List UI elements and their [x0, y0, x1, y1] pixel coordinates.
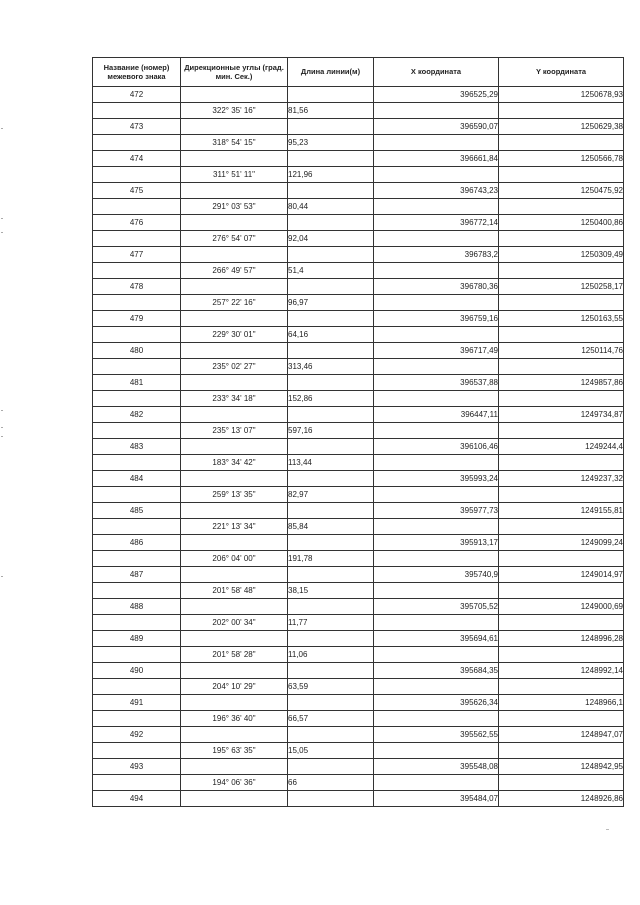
- direction-angle-cell: 322° 35' 16": [181, 103, 288, 119]
- y-coordinate-cell: 1249099,24: [499, 535, 624, 551]
- empty-cell: [288, 375, 374, 391]
- empty-cell: [374, 551, 499, 567]
- empty-cell: [181, 567, 288, 583]
- line-length-cell: 66,57: [288, 711, 374, 727]
- empty-cell: [181, 247, 288, 263]
- y-coordinate-cell: 1250566,78: [499, 151, 624, 167]
- direction-angle-cell: 291° 03' 53": [181, 199, 288, 215]
- empty-cell: [93, 711, 181, 727]
- direction-angle-cell: 311° 51' 11": [181, 167, 288, 183]
- segment-row: [93, 423, 624, 439]
- x-coordinate-cell: 396525,29: [374, 87, 499, 103]
- header-x-coordinate: X координата: [374, 58, 499, 87]
- empty-cell: [93, 423, 181, 439]
- x-coordinate-cell: 396780,36: [374, 279, 499, 295]
- empty-cell: [499, 519, 624, 535]
- x-coordinate-cell: 395705,52: [374, 599, 499, 615]
- line-length-cell: 38,15: [288, 583, 374, 599]
- empty-cell: [93, 519, 181, 535]
- x-coordinate-cell: 396743,23: [374, 183, 499, 199]
- empty-cell: [181, 599, 288, 615]
- empty-cell: [374, 487, 499, 503]
- empty-cell: [499, 231, 624, 247]
- empty-cell: [288, 439, 374, 455]
- empty-cell: [374, 583, 499, 599]
- empty-cell: [93, 103, 181, 119]
- direction-angle-cell: 183° 34' 42": [181, 455, 288, 471]
- header-y-coordinate: Y координата: [499, 58, 624, 87]
- segment-row: [93, 231, 624, 247]
- direction-angle-cell: 206° 04' 00": [181, 551, 288, 567]
- empty-cell: [181, 791, 288, 807]
- empty-cell: [374, 231, 499, 247]
- empty-cell: [499, 295, 624, 311]
- empty-cell: [181, 375, 288, 391]
- line-length-cell: 152,86: [288, 391, 374, 407]
- empty-cell: [93, 487, 181, 503]
- direction-angle-cell: 318° 54' 15": [181, 135, 288, 151]
- empty-cell: [93, 327, 181, 343]
- empty-cell: [499, 743, 624, 759]
- empty-cell: [93, 775, 181, 791]
- point-row: [93, 599, 624, 615]
- x-coordinate-cell: 396590,07: [374, 119, 499, 135]
- empty-cell: [288, 567, 374, 583]
- line-length-cell: 64,16: [288, 327, 374, 343]
- empty-cell: [181, 439, 288, 455]
- segment-row: [93, 679, 624, 695]
- line-length-cell: 81,56: [288, 103, 374, 119]
- margin-mark: [1, 427, 3, 428]
- empty-cell: [181, 279, 288, 295]
- y-coordinate-cell: 1250114,76: [499, 343, 624, 359]
- empty-cell: [499, 359, 624, 375]
- y-coordinate-cell: 1250475,92: [499, 183, 624, 199]
- point-name-cell: 484: [93, 471, 181, 487]
- point-row: [93, 631, 624, 647]
- empty-cell: [374, 519, 499, 535]
- direction-angle-cell: 266° 49' 57": [181, 263, 288, 279]
- point-row: [93, 183, 624, 199]
- empty-cell: [288, 759, 374, 775]
- direction-angle-cell: 257° 22' 16": [181, 295, 288, 311]
- y-coordinate-cell: 1249014,97: [499, 567, 624, 583]
- empty-cell: [374, 647, 499, 663]
- empty-cell: [374, 135, 499, 151]
- y-coordinate-cell: 1248992,14: [499, 663, 624, 679]
- x-coordinate-cell: 395913,17: [374, 535, 499, 551]
- empty-cell: [374, 775, 499, 791]
- y-coordinate-cell: 1249857,86: [499, 375, 624, 391]
- y-coordinate-cell: 1249244,4: [499, 439, 624, 455]
- empty-cell: [93, 231, 181, 247]
- point-row: [93, 279, 624, 295]
- segment-row: [93, 295, 624, 311]
- direction-angle-cell: 235° 13' 07": [181, 423, 288, 439]
- point-row: [93, 535, 624, 551]
- point-name-cell: 487: [93, 567, 181, 583]
- point-row: [93, 311, 624, 327]
- empty-cell: [374, 263, 499, 279]
- x-coordinate-cell: 395484,07: [374, 791, 499, 807]
- empty-cell: [93, 455, 181, 471]
- empty-cell: [93, 135, 181, 151]
- point-name-cell: 491: [93, 695, 181, 711]
- empty-cell: [499, 455, 624, 471]
- empty-cell: [93, 679, 181, 695]
- empty-cell: [499, 647, 624, 663]
- empty-cell: [93, 199, 181, 215]
- point-row: [93, 151, 624, 167]
- line-length-cell: 597,16: [288, 423, 374, 439]
- segment-row: [93, 263, 624, 279]
- x-coordinate-cell: 396772,14: [374, 215, 499, 231]
- empty-cell: [499, 551, 624, 567]
- margin-mark: [1, 232, 3, 233]
- empty-cell: [288, 471, 374, 487]
- empty-cell: [93, 647, 181, 663]
- empty-cell: [288, 279, 374, 295]
- direction-angle-cell: 229° 30' 01": [181, 327, 288, 343]
- empty-cell: [288, 311, 374, 327]
- segment-row: [93, 615, 624, 631]
- point-name-cell: 485: [93, 503, 181, 519]
- empty-cell: [499, 135, 624, 151]
- line-length-cell: 82,97: [288, 487, 374, 503]
- empty-cell: [499, 583, 624, 599]
- point-name-cell: 472: [93, 87, 181, 103]
- x-coordinate-cell: 395977,73: [374, 503, 499, 519]
- line-length-cell: 63,59: [288, 679, 374, 695]
- direction-angle-cell: 221° 13' 34": [181, 519, 288, 535]
- segment-row: [93, 327, 624, 343]
- empty-cell: [374, 743, 499, 759]
- direction-angle-cell: 235° 02' 27": [181, 359, 288, 375]
- x-coordinate-cell: 396661,84: [374, 151, 499, 167]
- empty-cell: [181, 631, 288, 647]
- point-row: [93, 343, 624, 359]
- direction-angle-cell: 276° 54' 07": [181, 231, 288, 247]
- empty-cell: [374, 359, 499, 375]
- margin-mark: [1, 218, 3, 219]
- empty-cell: [288, 727, 374, 743]
- segment-row: [93, 359, 624, 375]
- empty-cell: [499, 615, 624, 631]
- empty-cell: [499, 327, 624, 343]
- empty-cell: [181, 215, 288, 231]
- point-row: [93, 567, 624, 583]
- point-name-cell: 480: [93, 343, 181, 359]
- x-coordinate-cell: 395626,34: [374, 695, 499, 711]
- direction-angle-cell: 194° 06' 36": [181, 775, 288, 791]
- line-length-cell: 313,46: [288, 359, 374, 375]
- line-length-cell: 11,77: [288, 615, 374, 631]
- segment-row: [93, 455, 624, 471]
- margin-mark: [1, 576, 3, 577]
- empty-cell: [288, 599, 374, 615]
- empty-cell: [288, 343, 374, 359]
- line-length-cell: 92,04: [288, 231, 374, 247]
- empty-cell: [374, 295, 499, 311]
- point-row: [93, 119, 624, 135]
- line-length-cell: 11,06: [288, 647, 374, 663]
- x-coordinate-cell: 396537,88: [374, 375, 499, 391]
- line-length-cell: 85,84: [288, 519, 374, 535]
- y-coordinate-cell: 1250309,49: [499, 247, 624, 263]
- point-name-cell: 479: [93, 311, 181, 327]
- empty-cell: [181, 503, 288, 519]
- header-point-name: Название (номер) межевого знака: [93, 58, 181, 87]
- line-length-cell: 113,44: [288, 455, 374, 471]
- empty-cell: [288, 215, 374, 231]
- segment-row: [93, 711, 624, 727]
- empty-cell: [499, 679, 624, 695]
- y-coordinate-cell: 1250163,55: [499, 311, 624, 327]
- point-name-cell: 492: [93, 727, 181, 743]
- point-name-cell: 483: [93, 439, 181, 455]
- y-coordinate-cell: 1250629,38: [499, 119, 624, 135]
- segment-row: [93, 519, 624, 535]
- point-row: [93, 791, 624, 807]
- line-length-cell: 191,78: [288, 551, 374, 567]
- segment-row: [93, 167, 624, 183]
- empty-cell: [93, 359, 181, 375]
- y-coordinate-cell: 1248942,95: [499, 759, 624, 775]
- empty-cell: [181, 87, 288, 103]
- empty-cell: [181, 695, 288, 711]
- y-coordinate-cell: 1250400,86: [499, 215, 624, 231]
- empty-cell: [288, 87, 374, 103]
- empty-cell: [288, 407, 374, 423]
- y-coordinate-cell: 1249734,87: [499, 407, 624, 423]
- segment-row: [93, 743, 624, 759]
- line-length-cell: 66: [288, 775, 374, 791]
- y-coordinate-cell: 1248996,28: [499, 631, 624, 647]
- point-name-cell: 490: [93, 663, 181, 679]
- x-coordinate-cell: 395684,35: [374, 663, 499, 679]
- line-length-cell: 121,96: [288, 167, 374, 183]
- margin-mark: [1, 436, 3, 437]
- point-name-cell: 476: [93, 215, 181, 231]
- margin-mark: [1, 410, 3, 411]
- segment-row: [93, 487, 624, 503]
- point-row: [93, 759, 624, 775]
- header-line-length: Длина линии(м): [288, 58, 374, 87]
- empty-cell: [288, 663, 374, 679]
- empty-cell: [93, 263, 181, 279]
- empty-cell: [499, 103, 624, 119]
- point-name-cell: 494: [93, 791, 181, 807]
- empty-cell: [374, 391, 499, 407]
- x-coordinate-cell: 395562,55: [374, 727, 499, 743]
- point-name-cell: 482: [93, 407, 181, 423]
- empty-cell: [288, 151, 374, 167]
- direction-angle-cell: 201° 58' 48": [181, 583, 288, 599]
- x-coordinate-cell: 396759,16: [374, 311, 499, 327]
- point-name-cell: 473: [93, 119, 181, 135]
- empty-cell: [181, 727, 288, 743]
- x-coordinate-cell: 396106,46: [374, 439, 499, 455]
- point-row: [93, 695, 624, 711]
- point-name-cell: 477: [93, 247, 181, 263]
- empty-cell: [181, 151, 288, 167]
- empty-cell: [181, 343, 288, 359]
- header-direction-angle: Дирекционные углы (град. мин. Сек.): [181, 58, 288, 87]
- empty-cell: [499, 711, 624, 727]
- x-coordinate-cell: 395740,9: [374, 567, 499, 583]
- y-coordinate-cell: 1248947,07: [499, 727, 624, 743]
- line-length-cell: 95,23: [288, 135, 374, 151]
- segment-row: [93, 135, 624, 151]
- empty-cell: [374, 679, 499, 695]
- empty-cell: [93, 615, 181, 631]
- segment-row: [93, 647, 624, 663]
- corner-mark: [606, 829, 609, 830]
- y-coordinate-cell: 1250258,17: [499, 279, 624, 295]
- empty-cell: [374, 711, 499, 727]
- direction-angle-cell: 201° 58' 28": [181, 647, 288, 663]
- empty-cell: [93, 167, 181, 183]
- point-row: [93, 375, 624, 391]
- empty-cell: [181, 119, 288, 135]
- point-row: [93, 215, 624, 231]
- point-name-cell: 475: [93, 183, 181, 199]
- empty-cell: [374, 455, 499, 471]
- empty-cell: [499, 487, 624, 503]
- x-coordinate-cell: 396783,2: [374, 247, 499, 263]
- line-length-cell: 96,97: [288, 295, 374, 311]
- direction-angle-cell: 195° 63' 35": [181, 743, 288, 759]
- empty-cell: [374, 423, 499, 439]
- x-coordinate-cell: 395694,61: [374, 631, 499, 647]
- empty-cell: [93, 391, 181, 407]
- segment-row: [93, 583, 624, 599]
- y-coordinate-cell: 1248966,1: [499, 695, 624, 711]
- segment-row: [93, 199, 624, 215]
- table-body: [93, 87, 624, 807]
- x-coordinate-cell: 396447,11: [374, 407, 499, 423]
- point-name-cell: 474: [93, 151, 181, 167]
- margin-mark: [1, 128, 3, 129]
- point-row: [93, 503, 624, 519]
- x-coordinate-cell: 396717,49: [374, 343, 499, 359]
- segment-row: [93, 775, 624, 791]
- line-length-cell: 51,4: [288, 263, 374, 279]
- y-coordinate-cell: 1250678,93: [499, 87, 624, 103]
- y-coordinate-cell: 1249155,81: [499, 503, 624, 519]
- point-name-cell: 493: [93, 759, 181, 775]
- empty-cell: [181, 311, 288, 327]
- x-coordinate-cell: 395548,08: [374, 759, 499, 775]
- coordinates-table: [92, 57, 624, 807]
- empty-cell: [93, 743, 181, 759]
- point-name-cell: 486: [93, 535, 181, 551]
- empty-cell: [374, 615, 499, 631]
- empty-cell: [288, 535, 374, 551]
- direction-angle-cell: 233° 34' 18": [181, 391, 288, 407]
- empty-cell: [288, 695, 374, 711]
- empty-cell: [288, 503, 374, 519]
- empty-cell: [93, 551, 181, 567]
- point-row: [93, 407, 624, 423]
- empty-cell: [93, 295, 181, 311]
- empty-cell: [374, 199, 499, 215]
- point-name-cell: 478: [93, 279, 181, 295]
- empty-cell: [499, 263, 624, 279]
- line-length-cell: 80,44: [288, 199, 374, 215]
- empty-cell: [181, 471, 288, 487]
- empty-cell: [288, 119, 374, 135]
- empty-cell: [499, 199, 624, 215]
- segment-row: [93, 391, 624, 407]
- empty-cell: [499, 391, 624, 407]
- empty-cell: [288, 247, 374, 263]
- point-row: [93, 87, 624, 103]
- empty-cell: [288, 631, 374, 647]
- empty-cell: [374, 167, 499, 183]
- empty-cell: [374, 327, 499, 343]
- empty-cell: [181, 759, 288, 775]
- empty-cell: [374, 103, 499, 119]
- direction-angle-cell: 259° 13' 35": [181, 487, 288, 503]
- empty-cell: [181, 183, 288, 199]
- y-coordinate-cell: 1249237,32: [499, 471, 624, 487]
- direction-angle-cell: 204° 10' 29": [181, 679, 288, 695]
- point-name-cell: 481: [93, 375, 181, 391]
- table-header-row: [93, 58, 624, 87]
- segment-row: [93, 103, 624, 119]
- empty-cell: [181, 407, 288, 423]
- segment-row: [93, 551, 624, 567]
- y-coordinate-cell: 1248926,86: [499, 791, 624, 807]
- empty-cell: [499, 423, 624, 439]
- point-row: [93, 663, 624, 679]
- point-row: [93, 439, 624, 455]
- direction-angle-cell: 202° 00' 34": [181, 615, 288, 631]
- empty-cell: [93, 583, 181, 599]
- empty-cell: [181, 663, 288, 679]
- empty-cell: [181, 535, 288, 551]
- point-name-cell: 488: [93, 599, 181, 615]
- point-row: [93, 247, 624, 263]
- point-name-cell: 489: [93, 631, 181, 647]
- y-coordinate-cell: 1249000,69: [499, 599, 624, 615]
- empty-cell: [288, 183, 374, 199]
- empty-cell: [499, 167, 624, 183]
- x-coordinate-cell: 395993,24: [374, 471, 499, 487]
- line-length-cell: 15,05: [288, 743, 374, 759]
- point-row: [93, 727, 624, 743]
- empty-cell: [288, 791, 374, 807]
- direction-angle-cell: 196° 36' 40": [181, 711, 288, 727]
- point-row: [93, 471, 624, 487]
- empty-cell: [499, 775, 624, 791]
